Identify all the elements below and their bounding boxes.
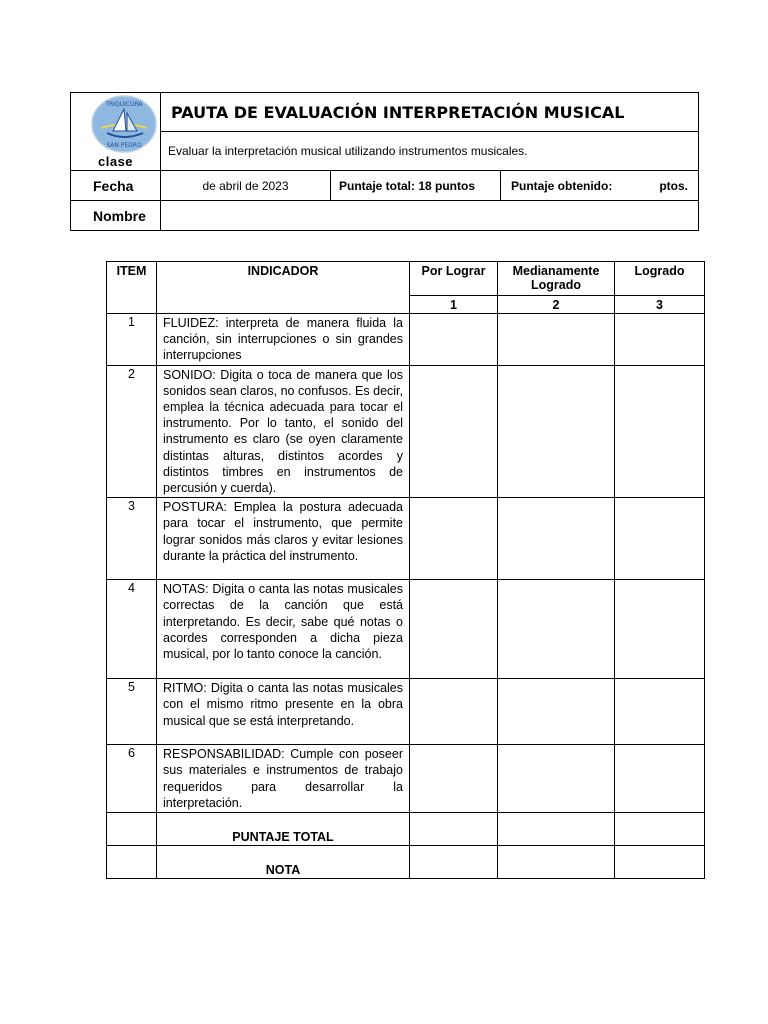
total-logrado[interactable] xyxy=(615,813,705,846)
cell-medianamente-logrado[interactable] xyxy=(498,314,615,366)
logo-cell xyxy=(71,93,161,171)
score-1: 1 xyxy=(410,296,498,314)
puntaje-total-row xyxy=(107,813,705,846)
cell-por-lograr[interactable] xyxy=(410,745,498,813)
cell-medianamente-logrado[interactable] xyxy=(498,745,615,813)
cell-medianamente-logrado[interactable] xyxy=(498,580,615,679)
indicator-text: POSTURA: Emplea la postura adecuada para tocar el instrumento, que permite lograr sonidos más claros y evitar lesiones durante la práctica del instrumento. xyxy=(157,498,410,580)
cell-por-lograr[interactable] xyxy=(410,314,498,366)
cell-medianamente-logrado[interactable] xyxy=(498,365,615,498)
empty-cell xyxy=(107,846,157,879)
cell-por-lograr[interactable] xyxy=(410,498,498,580)
table-row xyxy=(107,314,705,366)
item-number: 1 xyxy=(107,314,157,366)
item-number: 6 xyxy=(107,745,157,813)
indicator-text: RITMO: Digita o canta las notas musicales con el mismo ritmo presente en la obra musical que se está interpretando. xyxy=(157,679,410,745)
clase-label: clase xyxy=(98,154,134,169)
header-table xyxy=(70,92,699,231)
logo-text-top: TRIQUICURA xyxy=(105,101,143,108)
nota-label: NOTA xyxy=(157,846,410,879)
total-por-lograr[interactable] xyxy=(410,813,498,846)
puntaje-obtenido-label: Puntaje obtenido: xyxy=(511,178,613,193)
puntaje-obtenido-field[interactable] xyxy=(501,171,699,201)
document-title: PAUTA DE EVALUACIÓN INTERPRETACIÓN MUSICAL xyxy=(161,93,699,132)
header-item: ITEM xyxy=(107,262,157,314)
header-indicador: INDICADOR xyxy=(157,262,410,314)
empty-cell xyxy=(107,813,157,846)
cell-logrado[interactable] xyxy=(615,580,705,679)
cell-por-lograr[interactable] xyxy=(410,679,498,745)
nota-logrado[interactable] xyxy=(615,846,705,879)
cell-logrado[interactable] xyxy=(615,745,705,813)
cell-medianamente-logrado[interactable] xyxy=(498,498,615,580)
total-medianamente-logrado[interactable] xyxy=(498,813,615,846)
cell-logrado[interactable] xyxy=(615,679,705,745)
indicator-text: SONIDO: Digita o toca de manera que los sonidos sean claros, no confusos. Es decir, emplea la técnica adecuada para tocar el instrumento. Por lo tanto, el sonido del instrumento es claro (se oyen claramente distintas alturas, distintos acordes y distintos timbres en instrumentos de percusión y cuerda). xyxy=(157,365,410,498)
nota-medianamente-logrado[interactable] xyxy=(498,846,615,879)
cell-logrado[interactable] xyxy=(615,365,705,498)
indicator-text: RESPONSABILIDAD: Cumple con poseer sus materiales e instrumentos de trabajo requeridos para desarrollar la interpretación. xyxy=(157,745,410,813)
nota-row xyxy=(107,846,705,879)
item-number: 3 xyxy=(107,498,157,580)
indicator-text: FLUIDEZ: interpreta de manera fluida la canción, sin interrupciones o sin grandes interrupciones xyxy=(157,314,410,366)
indicator-text: NOTAS: Digita o canta las notas musicales correctas de la canción que está interpretando. Es decir, sabe qué notas o acordes corresponden a dicha pieza musical, por lo tanto conoce la canción. xyxy=(157,580,410,679)
header-medianamente-logrado: Medianamente Logrado xyxy=(498,262,615,296)
table-row xyxy=(107,498,705,580)
ptos-label: ptos. xyxy=(659,178,688,193)
cell-por-lograr[interactable] xyxy=(410,580,498,679)
nombre-label: Nombre xyxy=(71,201,161,231)
fecha-field[interactable]: de abril de 2023 xyxy=(161,171,331,201)
school-logo-icon xyxy=(91,95,157,153)
cell-logrado[interactable] xyxy=(615,498,705,580)
nota-por-lograr[interactable] xyxy=(410,846,498,879)
puntaje-total: Puntaje total: 18 puntos xyxy=(331,171,501,201)
header-por-lograr: Por Lograr xyxy=(410,262,498,296)
puntaje-total-label: PUNTAJE TOTAL xyxy=(157,813,410,846)
table-row xyxy=(107,745,705,813)
item-number: 4 xyxy=(107,580,157,679)
nombre-field[interactable] xyxy=(161,201,699,231)
cell-medianamente-logrado[interactable] xyxy=(498,679,615,745)
item-number: 2 xyxy=(107,365,157,498)
logo-text-bottom: SAN PEDRO xyxy=(106,142,142,149)
score-3: 3 xyxy=(615,296,705,314)
score-2: 2 xyxy=(498,296,615,314)
table-row xyxy=(107,679,705,745)
fecha-label: Fecha xyxy=(71,171,161,201)
table-row xyxy=(107,365,705,498)
cell-por-lograr[interactable] xyxy=(410,365,498,498)
item-number: 5 xyxy=(107,679,157,745)
objective-text: Evaluar la interpretación musical utilizando instrumentos musicales. xyxy=(161,132,699,171)
rubric-table xyxy=(106,261,705,879)
table-row xyxy=(107,580,705,679)
cell-logrado[interactable] xyxy=(615,314,705,366)
header-logrado: Logrado xyxy=(615,262,705,296)
